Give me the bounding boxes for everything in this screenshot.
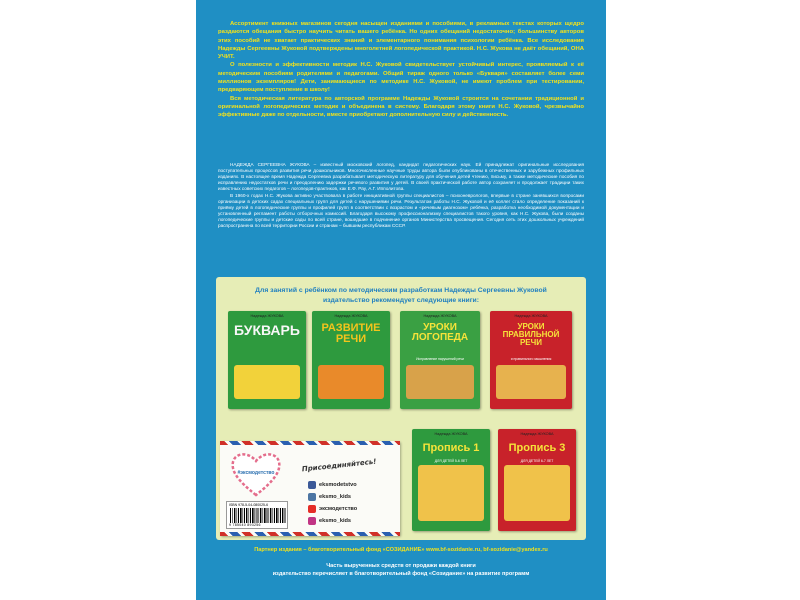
panel-title-line-1: Для занятий с ребёнком по методическим разработкам Надежды Сергеевны Жуковой xyxy=(255,287,547,294)
book-cover-uroki-logopeda[interactable] xyxy=(400,311,480,409)
social-label: eksmo_kids xyxy=(319,518,352,524)
book-illustration xyxy=(496,365,566,399)
bio-paragraph-2: В 1960-х годах Н.С. Жукова активно участвовала в работе инициативной группы специалистов – психоневрологов, впервые в стране занявшихся вопросами организации в детских садах специальных групп для детей с нарушениями речи. Результатом работы Н.С. Жуковой и её коллег стало определение показаний к приёму детей в логопедические группы и профилей групп в соответствии с возрастом и «речевым диагнозом» ребёнка, разработка необходимой документации и установленный регламент работы отборочных комиссий. Благодаря высокому профессионализму специалистов такого уровня, как Н.С. Жукова, были созданы логопедические группы и детские сады по всей стране, вошедшие в подчинение органов Министерства просвещения. Сегодня сеть этих дошкольных учреждений распространена по всей территории России и странам – бывшим республикам СССР. xyxy=(218,193,584,228)
book-title: Пропись 1 xyxy=(422,442,480,454)
barcode-number: 9 785040 893256 xyxy=(229,523,261,527)
facebook-icon xyxy=(308,481,316,489)
book-illustration xyxy=(234,365,300,399)
book-author: Надежда ЖУКОВА xyxy=(334,314,368,318)
instagram-icon xyxy=(308,517,316,525)
airmail-border-bottom xyxy=(220,532,400,536)
book-author: Надежда ЖУКОВА xyxy=(250,314,284,318)
charity-note-line-1: Часть вырученных средств от продажи каждой книги xyxy=(326,563,476,569)
book-author: Надежда ЖУКОВА xyxy=(514,314,548,318)
intro-paragraph-1: Ассортимент книжных магазинов сегодня насыщен изданиями и пособиями, в рекламных текстах которых щедро раздаются обещания быстро научить читать вашего ребёнка. Но одних обещаний недостаточно; большинству авторов этих пособий не хватает практических знаний и элементарного понимания психологии ребёнка. Все исследования Надежды Сергеевны Жуковой подтверждены многолетней логопедической практикой. Н.С. Жукова не даёт обещаний, ОНА УЧИТ. xyxy=(218,21,584,61)
social-label: эксмодетство xyxy=(319,506,358,512)
book-author: Надежда ЖУКОВА xyxy=(520,432,554,436)
book-subtitle: ДЛЯ ДЕТЕЙ 6-7 ЛЕТ xyxy=(520,459,554,463)
charity-note xyxy=(196,562,606,578)
panel-title-line-2: издательство рекомендует следующие книги: xyxy=(322,297,480,304)
intro-paragraph-3: Вся методическая литература по авторской программе Надежды Жуковой строится на сочетании традиционной и оригинальной логопедических методик и объединена в систему. Благодаря этому книги Н.С. Жуковой, чрезвычайно эффективные даже по отдельности, вместе приобретают дополнительную силу и действенность. xyxy=(218,95,584,119)
vk-icon xyxy=(308,493,316,501)
book-illustration xyxy=(504,465,570,521)
isbn-label: ISBN 978-5-04-080025-6 xyxy=(229,503,269,507)
book-title: РАЗВИТИЕ РЕЧИ xyxy=(321,322,381,345)
heart-hashtag: #эксмодетство xyxy=(237,470,275,476)
book-subtitle: Исправление нарушений речи xyxy=(416,357,464,361)
partner-line: Партнер издания – благотворительный фонд «СОЗИДАНИЕ» www.bf-sozidanie.ru, bf-sozidanie@yandex.ru xyxy=(254,547,548,553)
book-illustration xyxy=(318,365,384,399)
book-subtitle: ДЛЯ ДЕТЕЙ 5-6 ЛЕТ xyxy=(434,459,468,463)
back-cover xyxy=(196,0,606,600)
book-cover-uroki-pravilnoy-rechi[interactable] xyxy=(490,311,572,409)
book-title: УРОКИ ЛОГОПЕДА xyxy=(411,322,469,343)
book-title: УРОКИ ПРАВИЛЬНОЙ РЕЧИ xyxy=(502,322,560,347)
social-postcard xyxy=(220,441,400,536)
panel-title xyxy=(226,286,576,306)
barcode xyxy=(226,501,288,529)
book-subtitle: и правильного мышления xyxy=(510,357,552,361)
book-title: Пропись 3 xyxy=(508,442,566,454)
charity-note-line-2: издательство перечисляет в благотворительный фонд «Созидание» на развитие программ xyxy=(272,571,530,577)
barcode-bars xyxy=(230,508,286,523)
book-author: Надежда ЖУКОВА xyxy=(434,432,468,436)
heart-icon xyxy=(230,449,282,497)
social-link-vk[interactable] xyxy=(308,493,388,502)
book-illustration xyxy=(418,465,484,521)
book-illustration xyxy=(406,365,474,399)
author-biography xyxy=(218,162,584,230)
join-us-heading: Присоединяйтесь! xyxy=(301,457,377,474)
book-title: БУКВАРЬ xyxy=(234,322,300,338)
book-cover-propis-1[interactable] xyxy=(412,429,490,531)
social-link-facebook[interactable] xyxy=(308,481,388,490)
social-link-instagram[interactable] xyxy=(308,517,388,526)
youtube-icon xyxy=(308,505,316,513)
book-cover-propis-3[interactable] xyxy=(498,429,576,531)
intro-text-yellow xyxy=(218,20,584,120)
airmail-border-top xyxy=(220,441,400,445)
book-cover-razvitie-rechi[interactable] xyxy=(312,311,390,409)
bio-paragraph-1: НАДЕЖДА СЕРГЕЕВНА ЖУКОВА – известный московский логопед, кандидат педагогических наук. Ей принадлежат оригинальные исследования поступательных процессов развития речи дошкольников. Многочисленные научные труды автора были опубликованы в отечественных и зарубежных профильных изданиях. В настоящее время Надежда Сергеевна разрабатывает методическую литературу для обучения детей чтению, письму, а также методические пособия по исправлению недостатков речи и преодолению задержки речевого развития у детей. В своей практической работе автор сохраняет и продолжает традиции таких известных советских педагогов – логопедов-практиков, как Е.Ф. Рау, А.Г. Ипполитова. xyxy=(218,162,584,191)
social-label: eksmo_kids xyxy=(319,494,352,500)
book-cover-bukvar[interactable] xyxy=(228,311,306,409)
social-link-youtube[interactable] xyxy=(308,505,388,514)
social-label: eksmodetstvo xyxy=(319,482,357,488)
book-author: Надежда ЖУКОВА xyxy=(423,314,457,318)
intro-paragraph-2: О полезности и эффективности методик Н.С. Жуковой свидетельствует устойчивый интерес, проявляемый к её методическим пособиям родителями и педагогами. Общий тираж одного только «Букваря» составляет более семи миллионов экземпляров! Дети, занимающиеся по методике Н.С. Жуковой, не имеют проблем при тестировании, предваряющем поступление в школу! xyxy=(218,62,584,94)
